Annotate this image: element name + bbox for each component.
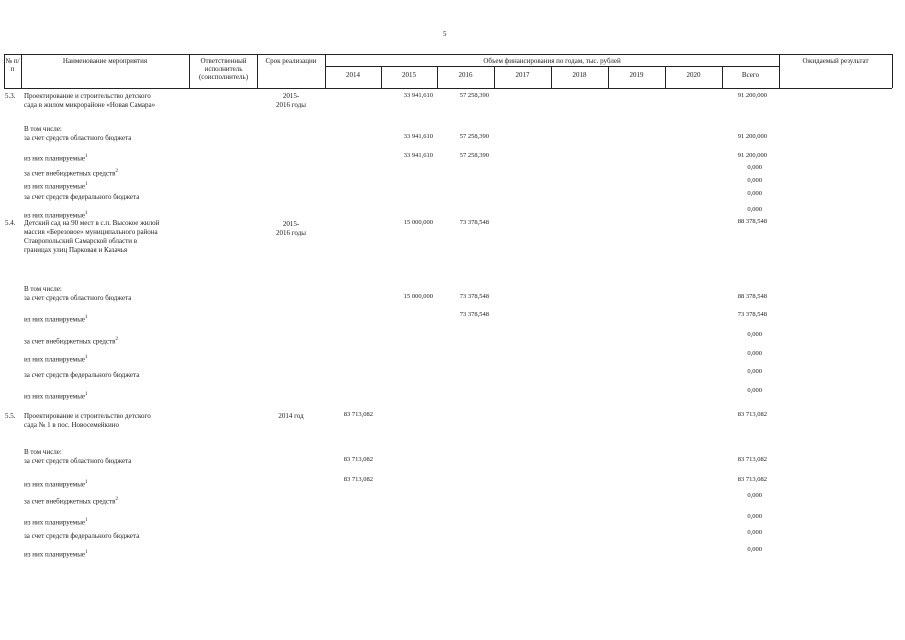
item-title-line: сада № 1 в пос. Новосемейкино [24, 421, 119, 429]
amount-total: 91 200,000 [737, 92, 767, 99]
amount-total: 83 713,082 [737, 476, 767, 483]
header-year: 2018 [572, 71, 587, 79]
source-label: за счет средств областного бюджета [24, 294, 132, 302]
source-label: за счет средств федерального бюджета [24, 193, 140, 201]
amount-total: 83 713,082 [737, 411, 767, 418]
source-label: из них планируемые$^1$ [24, 480, 88, 489]
header-year: 2017 [515, 71, 530, 79]
header-col-responsible: Ответственный исполнитель (соисполнитель) [198, 57, 249, 81]
footnote-marker: 2 [115, 169, 118, 174]
amount-2015: 33 941,610 [403, 133, 433, 140]
amount-total: 0,000 [747, 513, 762, 520]
source-label: из них планируемые$^1$ [24, 392, 88, 401]
item-title-line: границах улиц Парковая и Казачья [24, 246, 128, 254]
amount-total: 88 378,548 [737, 293, 767, 300]
amount-total: 0,000 [747, 492, 762, 499]
amount-2016: 57 258,390 [459, 152, 489, 159]
source-label: за счет средств областного бюджета [24, 457, 132, 465]
item-title-line: массив «Березовое» муниципального района [24, 228, 158, 236]
item-number: 5.4. [5, 219, 16, 227]
amount-2014: 83 713,082 [343, 476, 373, 483]
source-label: за счет средств федерального бюджета [24, 532, 140, 540]
item-period-line: 2015- [282, 220, 300, 228]
including-label: В том числе: [24, 448, 62, 456]
amount-total: 0,000 [747, 546, 762, 553]
amount-2014: 83 713,082 [343, 456, 373, 463]
header-bottom-border [4, 88, 892, 89]
source-label: из них планируемые$^1$ [24, 550, 88, 559]
footnote-marker: 1 [85, 392, 88, 397]
amount-2015: 15 000,000 [403, 219, 433, 226]
footnote-marker: 1 [85, 154, 88, 159]
item-period-line: 2014 год [278, 412, 304, 420]
amount-total: 0,000 [747, 368, 762, 375]
amount-total: 0,000 [747, 529, 762, 536]
header-col-funding: Объем финансирования по годам, тыс. рублей [483, 57, 621, 65]
item-number: 5.5. [5, 412, 16, 420]
amount-total: 0,000 [747, 177, 762, 184]
header-col-name: Наименование мероприятия [62, 57, 148, 65]
amount-2016: 57 258,390 [459, 92, 489, 99]
source-label: за счет внебюджетных средств$^2$ [24, 337, 118, 346]
header-years-border [325, 66, 779, 67]
item-period-line: 2015- [282, 92, 300, 100]
footnote-marker: 2 [115, 337, 118, 342]
amount-total: 0,000 [747, 206, 762, 213]
item-period-line: 2016 годы [275, 229, 306, 237]
amount-2015: 15 000,000 [403, 293, 433, 300]
amount-2014: 83 713,082 [343, 411, 373, 418]
including-label: В том числе: [24, 285, 62, 293]
amount-total: 91 200,000 [737, 133, 767, 140]
item-title-line: Проектирование и строительство детского [24, 412, 151, 420]
item-period-line: 2016 годы [275, 101, 306, 109]
header-col-period: Срок реализации [265, 57, 317, 65]
footnote-marker: 1 [85, 211, 88, 216]
header-year: 2020 [686, 71, 701, 79]
amount-2015: 33 941,610 [403, 152, 433, 159]
header-col-num: № п/п [5, 57, 20, 73]
footnote-marker: 1 [85, 355, 88, 360]
source-label: за счет внебюджетных средств$^2$ [24, 497, 118, 506]
source-label: из них планируемые$^1$ [24, 211, 88, 220]
header-divider [892, 54, 893, 88]
source-label: за счет средств областного бюджета [24, 134, 132, 142]
source-label: из них планируемые$^1$ [24, 182, 88, 191]
header-year: 2015 [402, 71, 416, 79]
source-label: за счет внебюджетных средств$^2$ [24, 169, 118, 178]
source-label: за счет средств федерального бюджета [24, 371, 140, 379]
footnote-marker: 1 [85, 518, 88, 523]
page-number: 5 [443, 30, 447, 38]
amount-2016: 57 258,390 [459, 133, 489, 140]
header-year-total: Всего [741, 71, 760, 79]
amount-2016: 73 378,548 [459, 219, 489, 226]
source-label: из них планируемые$^1$ [24, 355, 88, 364]
source-label: из них планируемые$^1$ [24, 154, 88, 163]
source-label: из них планируемые$^1$ [24, 518, 88, 527]
footnote-marker: 1 [85, 480, 88, 485]
item-title-line: сада в жилом микрорайоне «Новая Самара» [24, 101, 156, 109]
amount-2016: 73 378,548 [459, 311, 489, 318]
amount-total: 0,000 [747, 331, 762, 338]
amount-total: 73 378,548 [737, 311, 767, 318]
amount-total: 88 378,548 [737, 218, 767, 225]
item-number: 5.3. [5, 92, 16, 100]
item-title-line: Детский сад на 90 мест в с.п. Высокое жилой [24, 219, 160, 227]
footnote-marker: 1 [85, 315, 88, 320]
header-col-result: Ожидаемый результат [802, 57, 869, 65]
item-title-line: Ставропольский Самарской области в [24, 237, 138, 245]
amount-total: 0,000 [747, 387, 762, 394]
header-year: 2014 [346, 71, 360, 79]
item-title-line: Проектирование и строительство детского [24, 92, 151, 100]
footnote-marker: 1 [85, 182, 88, 187]
amount-2015: 33 941,610 [403, 92, 433, 99]
amount-total: 0,000 [747, 350, 762, 357]
footnote-marker: 2 [115, 497, 118, 502]
footnote-marker: 1 [85, 550, 88, 555]
header-year: 2016 [458, 71, 473, 79]
including-label: В том числе: [24, 125, 62, 133]
amount-total: 0,000 [747, 190, 762, 197]
amount-total: 83 713,082 [737, 456, 767, 463]
source-label: из них планируемые$^1$ [24, 315, 88, 324]
amount-total: 0,000 [747, 164, 762, 171]
amount-2016: 73 378,548 [459, 293, 489, 300]
header-year: 2019 [629, 71, 644, 79]
amount-total: 91 200,000 [737, 152, 767, 159]
header-top-border [4, 54, 892, 55]
